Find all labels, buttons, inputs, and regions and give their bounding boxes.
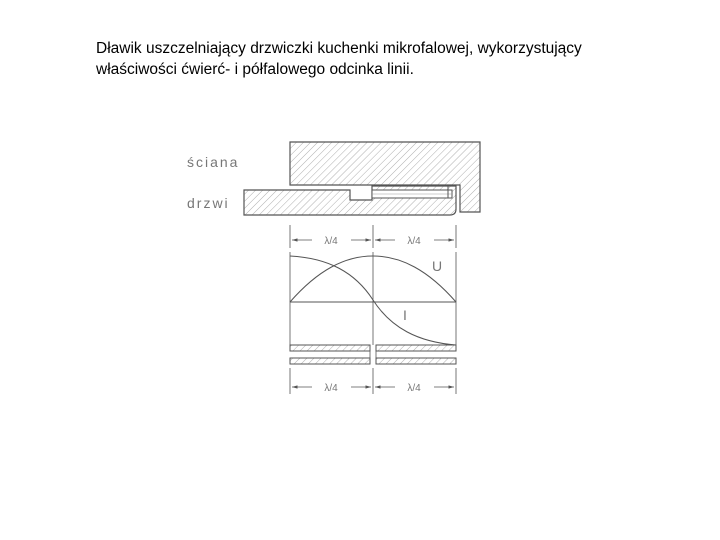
caption-line-1: Dławik uszczelniający drzwiczki kuchenki mikrofalowej, wykorzystujący	[96, 40, 582, 57]
door-section	[244, 186, 456, 215]
dim-bottom-right: λ/4	[407, 383, 421, 394]
bottom-dimension	[290, 368, 456, 394]
voltage-label: U	[432, 258, 443, 274]
dim-top-left: λ/4	[324, 236, 338, 247]
wall-label: ściana	[187, 154, 240, 170]
door-label: drzwi	[187, 195, 230, 211]
top-dimension	[290, 225, 456, 248]
line-equivalent	[290, 345, 456, 364]
caption-line-2: właściwości ćwierć- i półfalowego odcinka linii.	[96, 61, 414, 78]
current-label: I	[403, 307, 407, 323]
dim-top-right: λ/4	[407, 236, 421, 247]
distribution-curves	[290, 252, 456, 345]
dim-bottom-left: λ/4	[324, 383, 338, 394]
